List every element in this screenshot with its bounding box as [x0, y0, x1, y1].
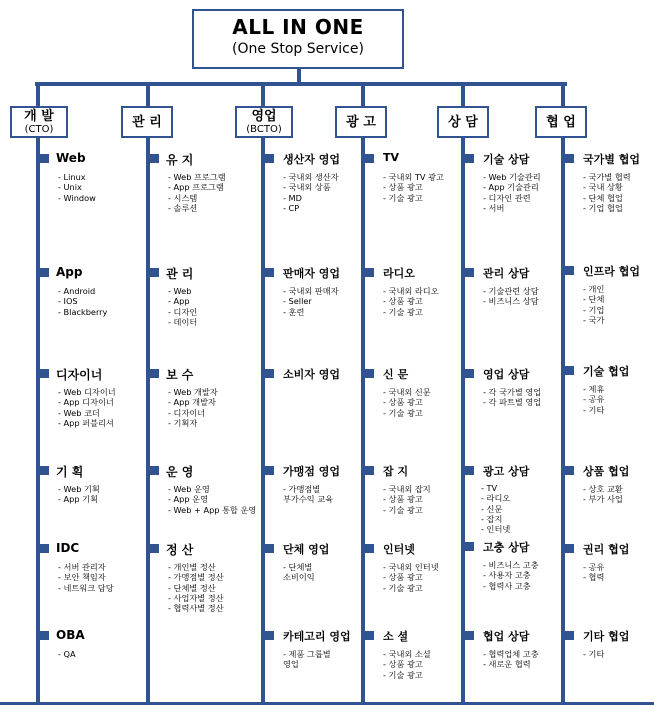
node-subitem: - 보안 책임자 — [58, 572, 106, 583]
bullet-square — [150, 268, 159, 277]
node-subitem: - 상품 광고 — [383, 397, 423, 408]
node-title: 고충 상담 — [483, 541, 530, 554]
node-subitem: - Web 디자이너 — [58, 387, 116, 397]
node-subitem: - 국내외 라디오 — [383, 286, 439, 296]
node-sublist — [383, 649, 431, 680]
column-title: 협 업 — [546, 114, 576, 130]
bullet-square — [265, 268, 274, 277]
node-subitem: - App 운영 — [168, 494, 208, 505]
node-subitem: - 국내외 소셜 — [383, 649, 431, 659]
bullet-square — [565, 366, 574, 375]
column-title: 상 담 — [448, 114, 478, 130]
node-subitem: - Web 운영 — [168, 484, 210, 494]
node-sublist — [483, 560, 539, 591]
node-subitem: - 각 국가별 영업 — [483, 387, 542, 397]
node-subitem: - 제품 그룹별 — [283, 649, 331, 659]
column-dev — [36, 0, 141, 700]
node-sublist — [383, 387, 431, 418]
node-subitem: - 비즈니스 고충 — [483, 560, 539, 570]
node-subitem: - 부가 사업 — [583, 494, 623, 505]
node-title: 광고 상담 — [483, 465, 530, 478]
node-sublist — [168, 172, 226, 213]
node-subitem: - IOS — [58, 296, 78, 307]
column-title: 개 발 — [24, 108, 54, 124]
bullet-square — [150, 369, 159, 378]
node-title: 보 수 — [166, 368, 194, 382]
node-subitem: - 가맹점별 — [283, 484, 321, 494]
node-sublist — [481, 483, 510, 534]
node-title: 신 문 — [383, 368, 409, 381]
node-subitem: - App 기술관리 — [483, 182, 539, 193]
node-title: App — [56, 265, 83, 279]
node-title: 권리 협업 — [583, 543, 630, 556]
node-subitem: - 기술 광고 — [383, 504, 423, 515]
bullet-square — [150, 154, 159, 163]
node-subitem: - 기술관련 상담 — [483, 286, 539, 296]
node-subitem: - 각 파트별 영업 — [483, 397, 542, 408]
node-subitem: - 개인 — [583, 284, 605, 294]
node-subitem: - 기술 광고 — [383, 582, 423, 593]
node-subitem: - 상품 광고 — [383, 296, 423, 307]
node-subitem: - 기업 협업 — [583, 202, 623, 213]
node-sublist — [483, 649, 539, 670]
root-subtitle: (One Stop Service) — [232, 41, 364, 57]
node-sublist — [583, 562, 604, 583]
bullet-square — [565, 266, 574, 275]
node-subitem: - 협력사 고충 — [483, 580, 531, 591]
bullet-square — [40, 268, 49, 277]
node-subitem: 영업 — [283, 659, 299, 670]
bullet-square — [565, 466, 574, 475]
node-title: 정 산 — [166, 543, 194, 557]
bullet-square — [40, 631, 49, 640]
column-consult — [461, 0, 556, 700]
column-title: 영업 — [251, 108, 277, 124]
node-title: 디자이너 — [56, 368, 103, 382]
node-subitem: - 가맹점별 정산 — [168, 572, 224, 583]
node-subitem: - 라디오 — [481, 493, 511, 504]
node-sublist — [58, 484, 100, 505]
node-subitem: - 상품 광고 — [383, 659, 423, 670]
node-sublist — [168, 387, 218, 428]
node-subitem: - 잡지 — [481, 513, 503, 524]
bullet-square — [465, 466, 474, 475]
node-sublist — [168, 484, 256, 515]
node-subitem: - App 퍼블리셔 — [58, 417, 114, 428]
bottom-horizontal-line — [0, 702, 654, 705]
bullet-square — [365, 466, 374, 475]
bullet-square — [465, 631, 474, 640]
node-subitem: - 국내외 인터넷 — [383, 562, 439, 572]
bullet-square — [365, 268, 374, 277]
node-subitem: - Linux — [58, 172, 86, 182]
node-sublist — [583, 384, 604, 415]
node-subitem: - Blackberry — [58, 306, 108, 317]
node-sublist — [583, 284, 604, 325]
node-subitem: - 국내외 생산자 — [283, 172, 339, 182]
node-sublist — [58, 649, 76, 659]
bullet-square — [265, 369, 274, 378]
node-title: 기술 협업 — [583, 365, 630, 378]
node-subitem: - 협력사별 정산 — [168, 603, 224, 614]
node-title: 가맹점 영업 — [283, 465, 340, 478]
node-sublist — [483, 387, 541, 408]
node-subitem: - 기술 광고 — [383, 407, 423, 418]
node-subitem: - 서버 관리자 — [58, 562, 106, 572]
bullet-square — [365, 154, 374, 163]
node-sublist — [283, 172, 339, 213]
bullet-square — [40, 466, 49, 475]
node-subitem: - Web 기획 — [58, 484, 100, 494]
node-subitem: - 네트워크 담당 — [58, 582, 114, 593]
node-title: 소 셜 — [383, 630, 409, 643]
root-title: ALL IN ONE — [232, 15, 364, 39]
bullet-square — [465, 369, 474, 378]
column-collab — [561, 0, 654, 700]
node-subitem: - 국내외 신문 — [383, 387, 431, 397]
node-title: 라디오 — [383, 267, 415, 280]
bullet-square — [565, 544, 574, 553]
bullet-square — [365, 544, 374, 553]
node-title: 협업 상담 — [483, 630, 530, 643]
node-subitem: - 개인별 정산 — [168, 562, 216, 572]
node-sublist — [283, 562, 315, 583]
node-subitem: - 사업자별 정산 — [168, 592, 224, 603]
node-subitem: - 기타 — [583, 404, 605, 415]
node-subitem: - 기술 광고 — [383, 306, 423, 317]
node-sublist — [168, 286, 197, 327]
node-subitem: - App — [168, 296, 190, 307]
node-sublist — [58, 562, 114, 593]
node-title: 영업 상담 — [483, 368, 530, 381]
node-subitem: - 공유 — [583, 394, 605, 405]
node-sublist — [383, 484, 431, 515]
node-subitem: - 기술 광고 — [383, 669, 423, 680]
node-subitem: - 협력 — [583, 572, 605, 583]
node-subitem: - 협력업체 고충 — [483, 649, 539, 659]
node-subitem: - 제휴 — [583, 384, 605, 394]
node-subitem: - 디자인 — [168, 306, 198, 317]
node-subitem: - CP — [283, 202, 300, 213]
node-title: 단체 영업 — [283, 543, 330, 556]
node-subitem: - 상품 광고 — [383, 182, 423, 193]
node-title: 소비자 영업 — [283, 368, 340, 381]
node-title: 잡 지 — [383, 465, 409, 478]
node-title: 인프라 협업 — [583, 265, 640, 278]
node-subitem: - 새로운 협력 — [483, 659, 531, 670]
node-subitem: - Window — [58, 192, 96, 203]
bullet-square — [365, 369, 374, 378]
node-subitem: - 단체 협업 — [583, 192, 623, 203]
node-subitem: - App 기획 — [58, 494, 98, 505]
bullet-square — [465, 154, 474, 163]
bullet-square — [565, 631, 574, 640]
node-subitem: - 국내외 상품 — [283, 182, 331, 193]
node-subitem: 소비이익 — [283, 572, 315, 583]
bullet-square — [40, 154, 49, 163]
node-sublist — [483, 286, 539, 307]
node-subitem: 부가수익 교육 — [283, 494, 334, 505]
node-subitem: - 국내외 TV 광고 — [383, 172, 444, 182]
node-subitem: - 훈련 — [283, 306, 305, 317]
node-subitem: - 기획자 — [168, 417, 198, 428]
node-title: 운 영 — [166, 465, 194, 479]
node-subitem: - 시스템 — [168, 192, 198, 203]
node-title: Web — [56, 151, 86, 165]
node-subitem: - 단체별 정산 — [168, 582, 216, 593]
node-subitem: - Web 코더 — [58, 407, 100, 418]
node-subitem: - MD — [283, 192, 302, 203]
bullet-square — [150, 466, 159, 475]
node-subitem: - Seller — [283, 296, 312, 307]
node-subitem: - 신문 — [481, 503, 503, 514]
bullet-square — [265, 544, 274, 553]
bullet-square — [40, 369, 49, 378]
node-sublist — [383, 172, 444, 203]
column-subtitle: (BCTO) — [246, 123, 282, 135]
node-subitem: - 인터넷 — [481, 524, 511, 535]
node-sublist — [58, 387, 116, 428]
node-sublist — [283, 286, 339, 317]
node-subitem: - 데이터 — [168, 316, 198, 327]
node-subitem: - 디자이너 — [168, 407, 206, 418]
node-subitem: - 단체별 — [283, 562, 313, 572]
node-title: 생산자 영업 — [283, 153, 340, 166]
node-subitem: - 사용자 고충 — [483, 570, 531, 581]
column-title: 광 고 — [346, 114, 376, 130]
node-title: 관리 상담 — [483, 267, 530, 280]
bullet-square — [465, 542, 474, 551]
node-subitem: - Unix — [58, 182, 82, 193]
node-sublist — [383, 286, 439, 317]
node-subitem: - 상호 교환 — [583, 484, 623, 494]
node-sublist — [583, 484, 623, 505]
node-subitem: - App 프로그램 — [168, 182, 224, 193]
node-title: 기타 협업 — [583, 630, 630, 643]
node-subitem: - Web 프로그램 — [168, 172, 226, 182]
node-title: 기술 상담 — [483, 153, 530, 166]
node-subitem: - 기업 — [583, 304, 605, 315]
node-subitem: - QA — [58, 649, 76, 659]
node-title: 관 리 — [166, 267, 194, 281]
node-title: 국가별 협업 — [583, 153, 640, 166]
node-subitem: - Web 개발자 — [168, 387, 218, 397]
node-subitem: - 국내외 판매자 — [283, 286, 339, 296]
column-sales — [261, 0, 356, 700]
node-sublist — [58, 172, 96, 203]
bullet-square — [465, 268, 474, 277]
node-subitem: - 국가 — [583, 314, 605, 325]
node-subitem: - Web 기술관리 — [483, 172, 541, 182]
node-subitem: - 비즈니스 상담 — [483, 296, 539, 307]
node-sublist — [483, 172, 541, 213]
node-subitem: - 서버 — [483, 202, 505, 213]
column-manage — [146, 0, 256, 700]
node-title: IDC — [56, 541, 80, 555]
node-sublist — [168, 562, 224, 613]
node-subitem: - 국내외 잡지 — [383, 484, 431, 494]
node-subitem: - 솔루션 — [168, 202, 198, 213]
node-title: 기 획 — [56, 465, 84, 479]
node-sublist — [583, 649, 604, 659]
node-subitem: - 디자인 관련 — [483, 192, 531, 203]
node-subitem: - App 개발자 — [168, 397, 216, 408]
node-title: 유 지 — [166, 153, 194, 167]
node-subitem: - 공유 — [583, 562, 605, 572]
node-sublist — [283, 649, 331, 670]
column-title: 관 리 — [132, 114, 162, 130]
node-subitem: - 국내 상황 — [583, 182, 623, 193]
node-subitem: - 단체 — [583, 294, 605, 305]
node-subitem: - 상품 광고 — [383, 572, 423, 583]
node-subitem: - 상품 광고 — [383, 494, 423, 505]
node-subitem: - Web + App 통합 운영 — [168, 504, 257, 515]
node-title: TV — [383, 151, 400, 164]
node-title: 판매자 영업 — [283, 267, 340, 280]
bullet-square — [265, 466, 274, 475]
column-subtitle: (CTO) — [24, 123, 54, 135]
node-title: OBA — [56, 628, 85, 642]
node-subitem: - Android — [58, 286, 96, 296]
node-subitem: - 기타 — [583, 649, 605, 659]
node-subitem: - TV — [481, 483, 498, 493]
bullet-square — [565, 154, 574, 163]
node-title: 인터넷 — [383, 543, 415, 556]
node-title: 상품 협업 — [583, 465, 630, 478]
node-sublist — [283, 484, 333, 505]
node-subitem: - Web — [168, 286, 192, 296]
bullet-square — [365, 631, 374, 640]
column-ads — [361, 0, 456, 700]
node-sublist — [58, 286, 107, 317]
node-sublist — [383, 562, 439, 593]
bullet-square — [265, 631, 274, 640]
bullet-square — [150, 544, 159, 553]
bullet-square — [265, 154, 274, 163]
node-subitem: - 기술 광고 — [383, 192, 423, 203]
node-sublist — [583, 172, 631, 213]
bullet-square — [40, 544, 49, 553]
node-subitem: - App 디자이너 — [58, 397, 114, 408]
node-subitem: - 국가별 협력 — [583, 172, 631, 182]
node-title: 카테고리 영업 — [283, 630, 351, 643]
